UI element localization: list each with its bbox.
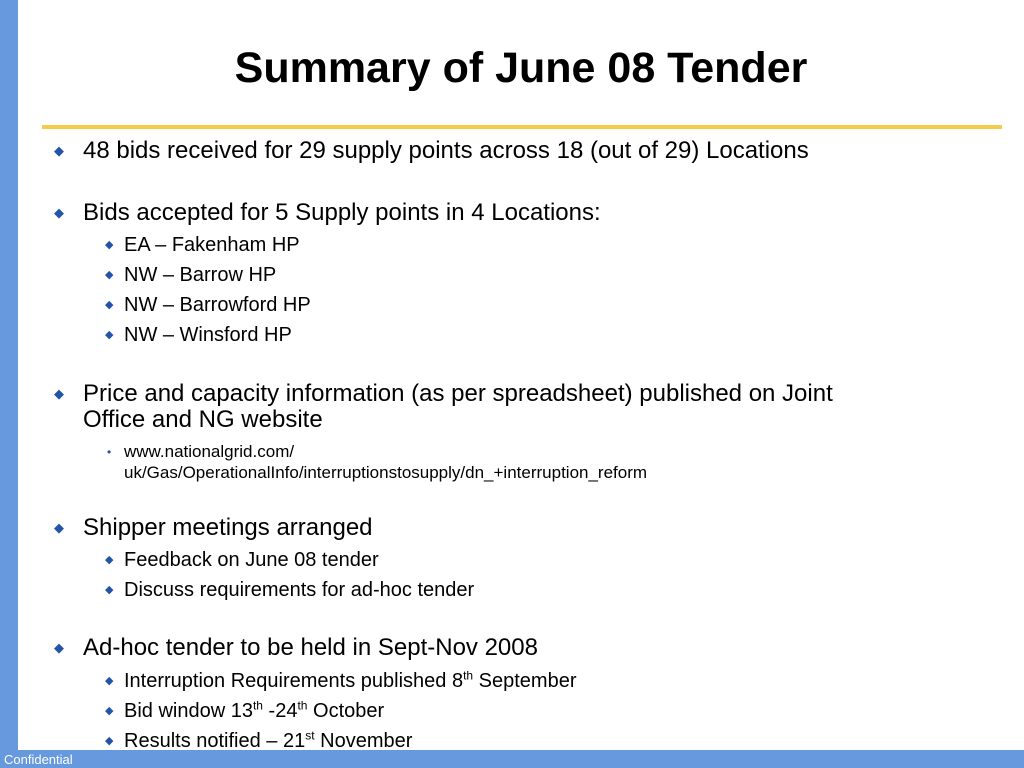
slide-title: Summary of June 08 Tender	[234, 44, 808, 92]
text-fragment: Results notified – 21	[124, 730, 306, 750]
diamond-bullet-icon: ◆	[105, 735, 114, 747]
website-url-line2: uk/Gas/OperationalInfo/interruptionstosupply/dn_+interruption_reform	[124, 463, 648, 482]
text-fragment: Bid window 13	[124, 700, 253, 722]
diamond-bullet-icon: ◆	[105, 269, 114, 281]
bullet-adhoc-tender: Ad-hoc tender to be held in Sept-Nov 2008	[83, 634, 538, 661]
dot-bullet-icon: •	[107, 445, 112, 459]
list-item: Discuss requirements for ad-hoc tender	[124, 579, 475, 601]
diamond-bullet-icon: ◆	[105, 299, 114, 311]
diamond-bullet-icon: ◆	[54, 386, 64, 401]
diamond-bullet-icon: ◆	[105, 329, 114, 341]
superscript: st	[305, 728, 315, 743]
text-fragment: October	[307, 700, 385, 722]
diamond-bullet-icon: ◆	[105, 705, 114, 717]
bullet-price-info-line1: Price and capacity information (as per spreadsheet) published on Joint	[83, 380, 833, 407]
diamond-bullet-icon: ◆	[105, 675, 114, 687]
website-url-line1: www.nationalgrid.com/	[124, 442, 295, 461]
list-item: NW – Barrowford HP	[124, 294, 311, 316]
list-item: NW – Winsford HP	[124, 324, 292, 346]
superscript: th	[252, 698, 263, 713]
list-item-bid-window	[124, 699, 384, 723]
list-item-requirements-published	[124, 669, 577, 693]
diamond-bullet-icon: ◆	[105, 554, 114, 566]
bottom-accent-bar	[0, 750, 1024, 768]
list-item: EA – Fakenham HP	[124, 234, 300, 256]
diamond-bullet-icon: ◆	[54, 143, 64, 158]
diamond-bullet-icon: ◆	[105, 584, 114, 596]
list-item: Feedback on June 08 tender	[124, 549, 379, 571]
text-fragment: November	[314, 730, 413, 750]
superscript: th	[297, 698, 308, 713]
diamond-bullet-icon: ◆	[54, 520, 64, 535]
text-fragment: September	[473, 670, 577, 692]
bullet-shipper-meetings: Shipper meetings arranged	[83, 514, 373, 541]
text-fragment: Interruption Requirements published 8	[124, 670, 464, 692]
diamond-bullet-icon: ◆	[54, 640, 64, 655]
list-item-results-notified	[124, 729, 412, 750]
bullet-bids-accepted: Bids accepted for 5 Supply points in 4 Locations:	[83, 199, 601, 226]
confidential-label: Confidential	[4, 752, 73, 767]
diamond-bullet-icon: ◆	[105, 239, 114, 251]
bullet-bids-received: 48 bids received for 29 supply points across 18 (out of 29) Locations	[83, 137, 809, 164]
bullet-price-info-line2: Office and NG website	[83, 406, 323, 433]
diamond-bullet-icon: ◆	[54, 205, 64, 220]
list-item: NW – Barrow HP	[124, 264, 277, 286]
superscript: th	[463, 668, 474, 683]
text-fragment: -24	[262, 700, 298, 722]
